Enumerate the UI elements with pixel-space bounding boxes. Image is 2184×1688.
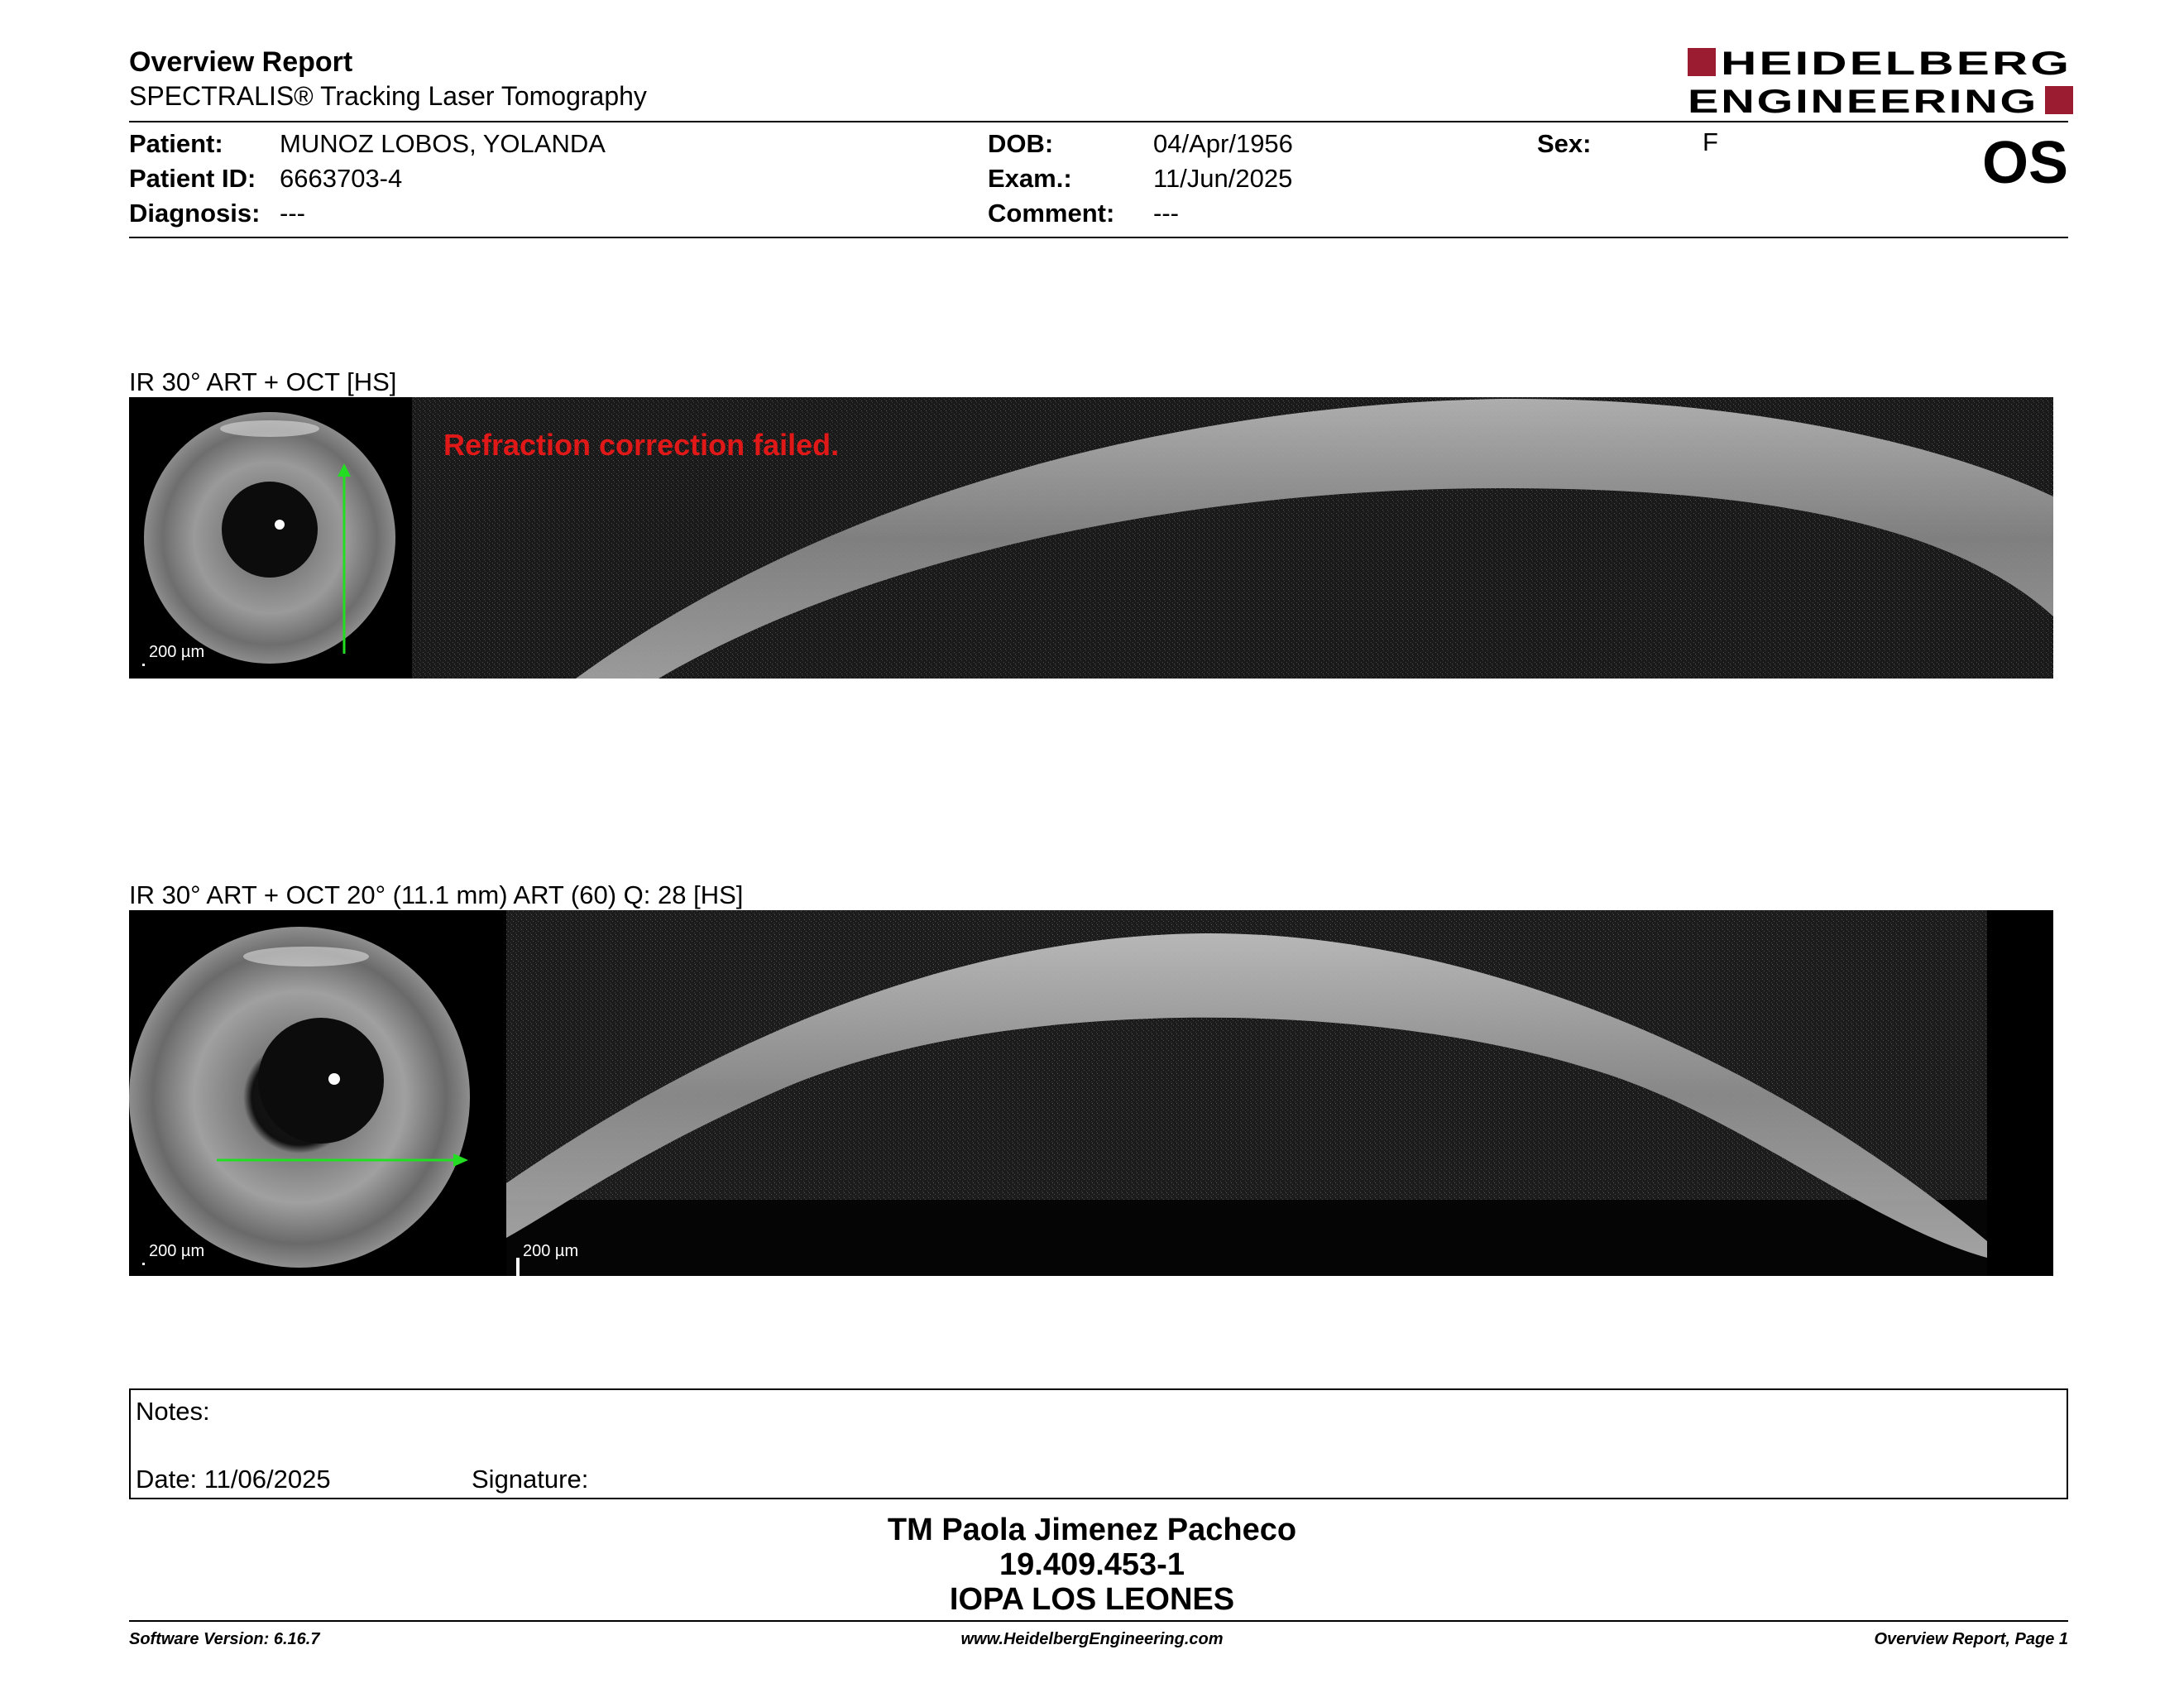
scan2-oct-scale: 200 µm [523,1242,579,1260]
software-version: Software Version: 6.16.7 [129,1630,320,1648]
header-rule [129,121,2068,122]
diagnosis-label: Diagnosis: [129,199,261,228]
comment-value: --- [1153,199,1179,228]
exam-label: Exam.: [988,164,1072,193]
info-rule [129,237,2068,238]
scan1-warning: Refraction correction failed. [443,428,840,462]
report-title: Overview Report [129,46,353,78]
comment-label: Comment: [988,199,1115,228]
patient-label: Patient: [129,129,223,158]
date-label: Date: 11/06/2025 [136,1465,331,1494]
eye-laterality: OS [1982,130,2069,196]
report-subtitle: SPECTRALIS® Tracking Laser Tomography [129,81,647,111]
scan2-arrow-head [453,1153,468,1167]
page-number: Overview Report, Page 1 [1874,1630,2068,1648]
scan1-title: IR 30° ART + OCT [HS] [129,367,397,396]
footer-rule [129,1620,2068,1622]
dob-value: 04/Apr/1956 [1153,129,1293,158]
signer-id: 19.409.453-1 [999,1547,1185,1582]
scan2-fundus-scale: 200 µm [149,1242,205,1260]
exam-value: 11/Jun/2025 [1153,164,1293,193]
sex-value: F [1703,127,1718,156]
signer-name: TM Paola Jimenez Pacheco [887,1513,1297,1547]
patient-id: 6663703-4 [280,164,403,193]
diagnosis-value: --- [280,199,305,228]
svg-text:HEIDELBERG: HEIDELBERG [1721,46,2071,82]
svg-text:ENGINEERING: ENGINEERING [1688,84,2038,116]
website-link[interactable]: www.HeidelbergEngineering.com [960,1630,1224,1648]
patient-name: MUNOZ LOBOS, YOLANDA [280,129,606,158]
scan2-panel [129,910,2053,1276]
scan2-title: IR 30° ART + OCT 20° (11.1 mm) ART (60) Q: 28 [HS] [129,880,744,909]
scan1-panel [129,397,2053,679]
notes-box [129,1388,2068,1499]
patient-id-label: Patient ID: [129,164,256,193]
scan1-fundus-image [144,412,395,664]
signer-institution: IOPA LOS LEONES [949,1582,1235,1617]
notes-label: Notes: [136,1397,210,1426]
dob-label: DOB: [988,129,1054,158]
scan2-fundus-image [129,927,470,1268]
sex-label: Sex: [1537,129,1592,158]
heidelberg-logo [1688,46,2073,116]
scan1-fundus-scale: 200 µm [149,643,205,661]
signature-label: Signature: [472,1465,589,1494]
